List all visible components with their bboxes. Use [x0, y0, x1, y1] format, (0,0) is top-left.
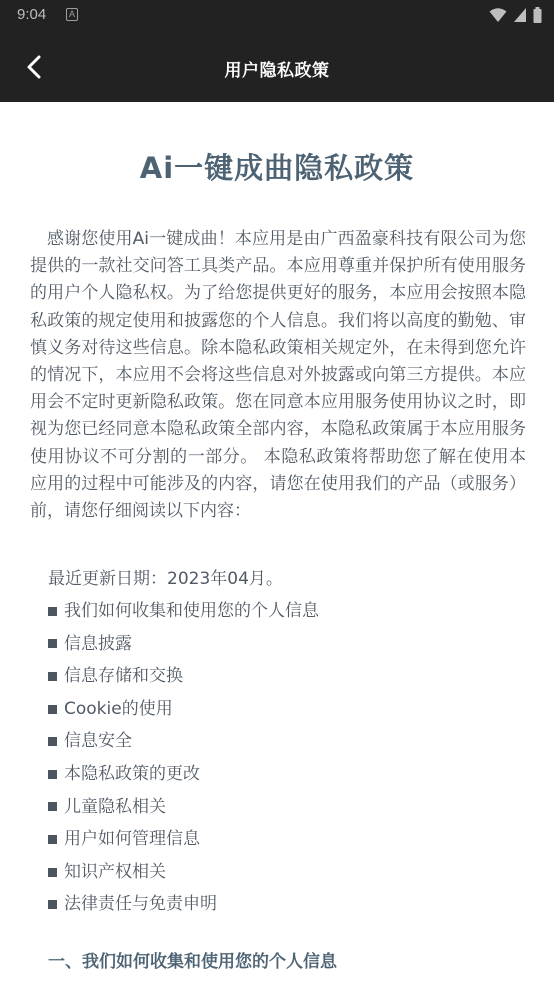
page-title: 用户隐私政策: [224, 61, 330, 81]
intro-paragraph: 感谢您使用Ai一键成曲！本应用是由广西盈豪科技有限公司为您提供的一款社交问答工具类产品。本应用尊重并保护所有使用服务的用户个人隐私权。为了给您提供更好的服务，本应用会按照本隐私政策的规定使用和披露您的个人信息。我们将以高度的勤勉、审慎义务对待这些信息。除本隐私政策相关规定外，在未得到您允许的情况下，本应用不会将这些信息对外披露或向第三方提供。本应用会不定时更新隐私政策。您在同意本应用服务使用协议之时，即视为您已经同意本隐私政策全部内容，本隐私政策属于本应用服务使用协议不可分割的一部分。 本隐私政策将帮助您了解在使用本应用的过程中可能涉及的内容，请您在使用我们的产品（或服务）前，请您仔细阅读以下内容：: [30, 229, 526, 522]
square-bullet-icon: [48, 868, 57, 877]
toc-item[interactable]: [48, 693, 319, 726]
toc-item[interactable]: [48, 660, 319, 693]
toc-item-label: 用户如何管理信息: [64, 829, 200, 850]
square-bullet-icon: [48, 835, 57, 844]
toc-item[interactable]: [48, 758, 319, 791]
table-of-contents: [48, 595, 319, 921]
toc-item-label: 本隐私政策的更改: [64, 763, 200, 784]
document-title: Ai一键成曲隐私政策: [139, 151, 415, 185]
notification-icon: A: [66, 8, 78, 21]
toc-item-label: 信息安全: [64, 731, 132, 752]
toc-item[interactable]: [48, 628, 319, 661]
status-bar: [0, 0, 554, 32]
toc-item[interactable]: [48, 856, 319, 889]
toc-item-label: 信息披露: [64, 633, 132, 654]
toc-item-label: 儿童隐私相关: [64, 796, 166, 817]
square-bullet-icon: [48, 737, 57, 746]
square-bullet-icon: [48, 802, 57, 811]
toc-item-label: 我们如何收集和使用您的个人信息: [64, 601, 319, 621]
toc-item[interactable]: [48, 595, 319, 628]
toc-item[interactable]: [48, 791, 319, 824]
status-icons: [489, 7, 542, 23]
signal-icon: [513, 7, 527, 23]
toc-item-label: 信息存储和交换: [64, 666, 183, 687]
square-bullet-icon: [48, 770, 57, 779]
square-bullet-icon: [48, 900, 57, 909]
last-updated-text: 最近更新日期：2023年04月。: [48, 569, 283, 589]
toc-item-label: Cookie的使用: [64, 698, 173, 719]
toc-item-label: 知识产权相关: [64, 861, 166, 882]
toc-item-label: 法律责任与免责申明: [64, 894, 217, 915]
toc-item[interactable]: [48, 888, 319, 921]
battery-icon: [533, 7, 542, 23]
toc-item[interactable]: [48, 725, 319, 758]
square-bullet-icon: [48, 607, 57, 616]
square-bullet-icon: [48, 705, 57, 714]
section-heading: 一、我们如何收集和使用您的个人信息: [48, 952, 337, 972]
app-bar: [0, 32, 554, 102]
square-bullet-icon: [48, 639, 57, 648]
square-bullet-icon: [48, 672, 57, 681]
toc-item[interactable]: [48, 823, 319, 856]
status-time: 9:04: [17, 6, 47, 23]
wifi-icon: [489, 7, 507, 23]
